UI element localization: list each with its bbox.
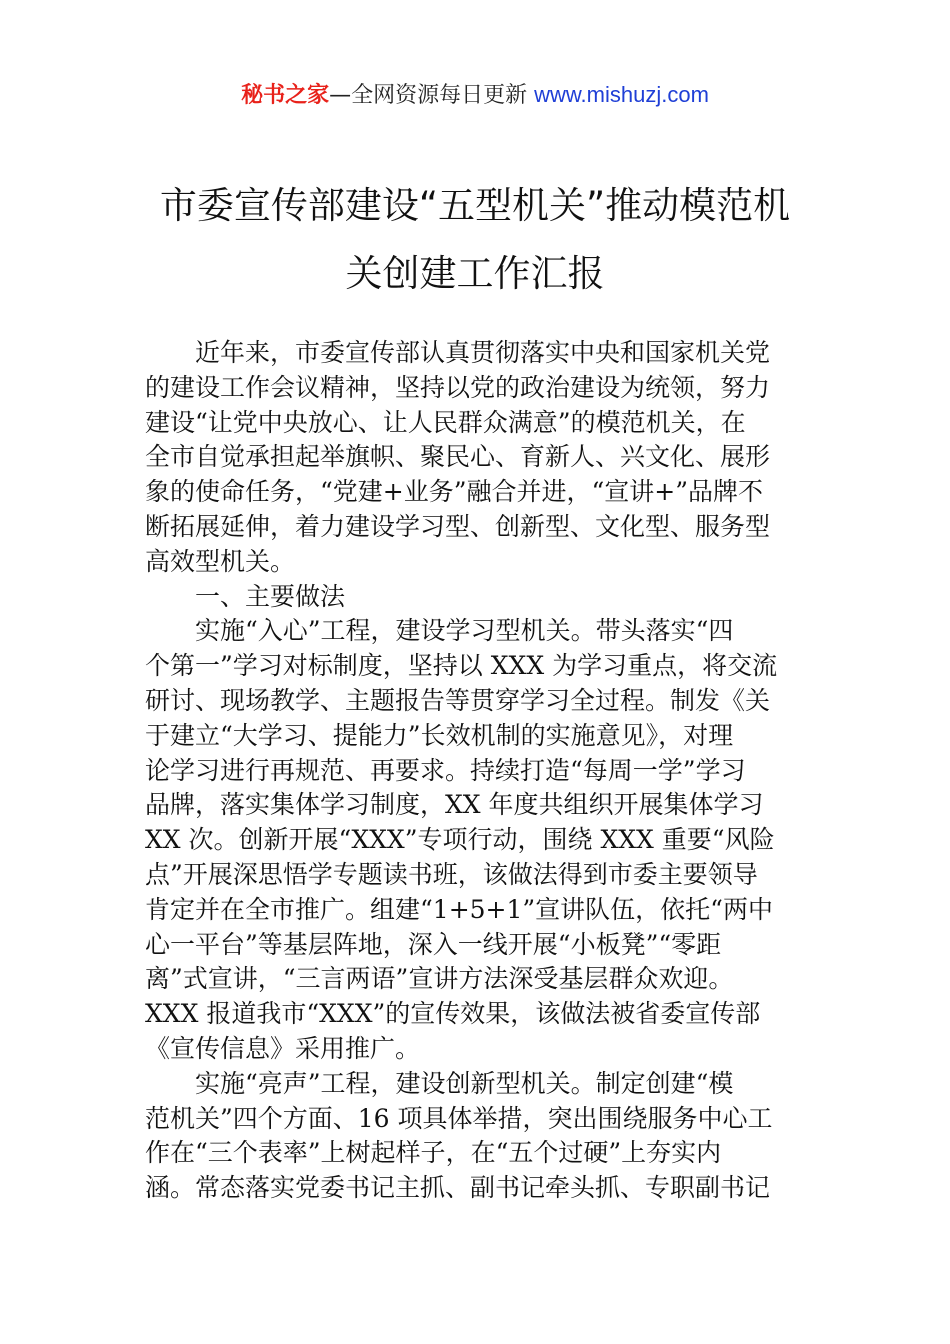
document-title: [130, 172, 820, 308]
body-line: 近年来，市委宣传部认真贯彻落实中央和国家机关党: [195, 338, 771, 367]
body-line: 作在“三个表率”上树起样子，在“五个过硬”上夯实内: [145, 1138, 722, 1168]
title-line-2: 关创建工作汇报: [345, 252, 605, 295]
body-line: XX 次。创新开展“XXX”专项行动，围绕 XXX 重要“风险: [145, 825, 775, 855]
body-line: 高效型机关。: [145, 546, 296, 576]
body-line: 涵。常态落实党委书记主抓、副书记牵头抓、专职副书记: [145, 1173, 771, 1203]
body-line: 象的使命任务，“党建+业务”融合并进，“宣讲+”品牌不: [145, 477, 764, 507]
body-line: 全市自觉承担起举旗帜、聚民心、育新人、兴文化、展形: [145, 442, 771, 472]
body-line: 点”开展深思悟学专题读书班，该做法得到市委主要领导: [145, 859, 758, 889]
document-body: [145, 336, 810, 1206]
body-line: 的建设工作会议精神，坚持以党的政治建设为统领，努力: [145, 372, 771, 402]
body-line: 品牌，落实集体学习制度，XX 年度共组织开展集体学习: [145, 790, 764, 820]
body-line: 肯定并在全市推广。组建“1+5+1”宣讲队伍，依托“两中: [145, 894, 773, 924]
body-line: XXX 报道我市“XXX”的宣传效果，该做法被省委宣传部: [145, 999, 761, 1029]
body-line: 实施“亮声”工程，建设创新型机关。制定创建“模: [195, 1068, 734, 1098]
site-url-link[interactable]: www.mishuzj.com: [534, 82, 709, 107]
title-line-1: 市委宣传部建设“五型机关”推动模范机: [159, 184, 791, 227]
body-line: 范机关”四个方面、16 项具体举措，突出围绕服务中心工: [145, 1103, 773, 1133]
body-line: 一、主要做法: [195, 581, 346, 611]
body-line: 建设“让党中央放心、让人民群众满意”的模范机关，在: [145, 407, 746, 437]
body-line: 论学习进行再规范、再要求。持续打造“每周一学”学习: [145, 755, 746, 785]
body-line: 实施“入心”工程，建设学习型机关。带头落实“四: [195, 616, 734, 646]
site-tagline: —全网资源每日更新: [329, 83, 535, 108]
site-header: [0, 80, 950, 111]
body-line: 离”式宣讲，“三言两语”宣讲方法深受基层群众欢迎。: [145, 964, 734, 994]
body-line: 个第一”学习对标制度，坚持以 XXX 为学习重点，将交流: [145, 651, 778, 681]
body-line: 心一平台”等基层阵地，深入一线开展“小板凳”“零距: [145, 929, 722, 959]
body-line: 研讨、现场教学、主题报告等贯穿学习全过程。制发《关: [145, 685, 771, 715]
site-name: 秘书之家: [241, 83, 330, 108]
body-line: 于建立“大学习、提能力”长效机制的实施意见》，对理: [145, 720, 734, 750]
body-line: 《宣传信息》采用推广。: [145, 1033, 421, 1063]
body-line: 断拓展延伸，着力建设学习型、创新型、文化型、服务型: [145, 511, 771, 541]
